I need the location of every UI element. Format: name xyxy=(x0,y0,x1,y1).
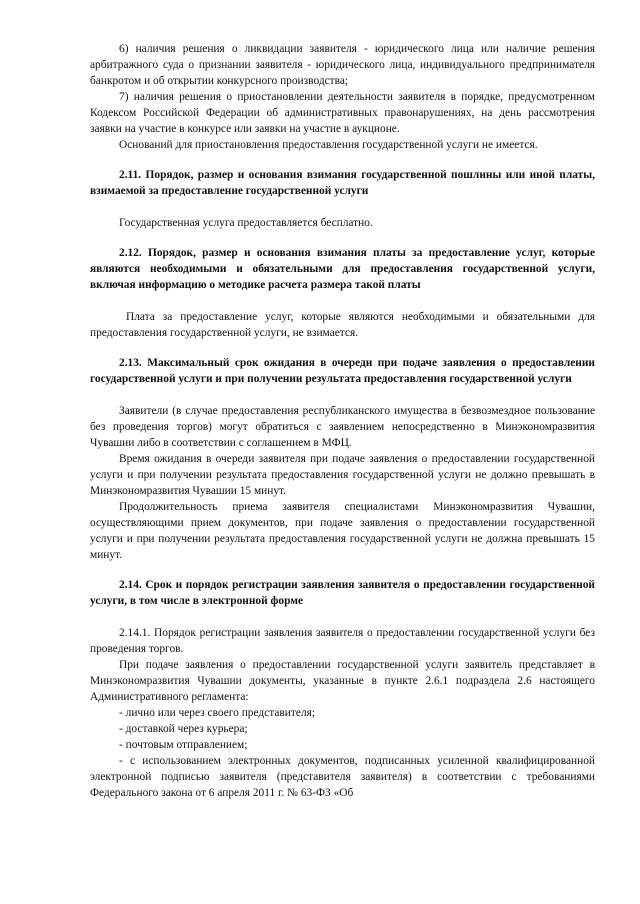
paragraph-no-grounds: Оснований для приостановления предоставления государственной услуги не имеется. xyxy=(119,139,538,151)
list-item: - доставкой через курьера; xyxy=(119,723,248,735)
paragraph-reception-duration: Продолжительность приема заявителя специалистами Минэкономразвития Чувашии, осуществляющими прием документов, при подаче заявления о предоставлении государственной услуги и при получении результата предоставления государственной услуги не должна превышать 15 минут. xyxy=(90,501,595,561)
list-item: - лично или через своего представителя; xyxy=(119,707,316,719)
paragraph-2-14-1: 2.14.1. Порядок регистрации заявления заявителя о предоставлении государственной услуги без проведения торгов. xyxy=(90,627,595,655)
section-heading-2-13: 2.13. Максимальный срок ожидания в очереди при подаче заявления о предоставлении государственной услуги и при получении результата предоставления государственной услуги xyxy=(90,357,595,385)
paragraph-free-service: Государственная услуга предоставляется бесплатно. xyxy=(119,217,373,229)
paragraph-no-fee: Плата за предоставление услуг, которые являются необходимыми и обязательными для предоставления государственной услуги, не взимается. xyxy=(90,311,595,339)
list-item: - с использованием электронных документов, подписанных усиленной квалифицированной электронной подписью заявителя (представителя заявителя) в соответствии с требованиями Федерального закона от 6 апреля 2011 г. № 63-ФЗ «Об xyxy=(90,755,595,799)
list-item: - почтовым отправлением; xyxy=(119,739,248,751)
paragraph-item-6: 6) наличия решения о ликвидации заявителя - юридического лица или наличие решения арбитражного суда о признании заявителя - юридического лица, индивидуального предпринимателя банкротом и об открытии конкурсного производства; xyxy=(90,43,595,87)
paragraph-item-7: 7) наличия решения о приостановлении деятельности заявителя в порядке, предусмотренном Кодексом Российской Федерации об административных правонарушениях, на день рассмотрения заявки на участие в конкурсе или заявки на участие в аукционе. xyxy=(90,91,595,135)
section-heading-2-12: 2.12. Порядок, размер и основания взимания платы за предоставление услуг, которые являются необходимыми и обязательными для предоставления государственной услуги, включая информацию о методике расчета размера такой платы xyxy=(90,247,595,291)
paragraph-wait-time: Время ожидания в очереди заявителя при подаче заявления о предоставлении государственной услуги и при получении результата предоставления государственной услуги не должно превышать в Минэкономразвития Чувашии 15 минут. xyxy=(90,453,595,497)
section-heading-2-11: 2.11. Порядок, размер и основания взимания государственной пошлины или иной платы, взимаемой за предоставление государственной услуги xyxy=(90,169,595,197)
section-heading-2-14: 2.14. Срок и порядок регистрации заявления заявителя о предоставлении государственной услуги, в том числе в электронной форме xyxy=(90,579,595,607)
paragraph-submission: При подаче заявления о предоставлении государственной услуги заявитель представляет в Минэкономразвития Чувашии документы, указанные в пункте 2.6.1 подраздела 2.6 настоящего Административного регламента: xyxy=(90,659,595,703)
paragraph-applicants: Заявители (в случае предоставления республиканского имущества в безвозмездное пользование без проведения торгов) могут обратиться с заявлением непосредственно в Минэкономразвития Чувашии либо в соответствии с соглашением в МФЦ. xyxy=(90,405,595,449)
document-page xyxy=(90,41,595,801)
